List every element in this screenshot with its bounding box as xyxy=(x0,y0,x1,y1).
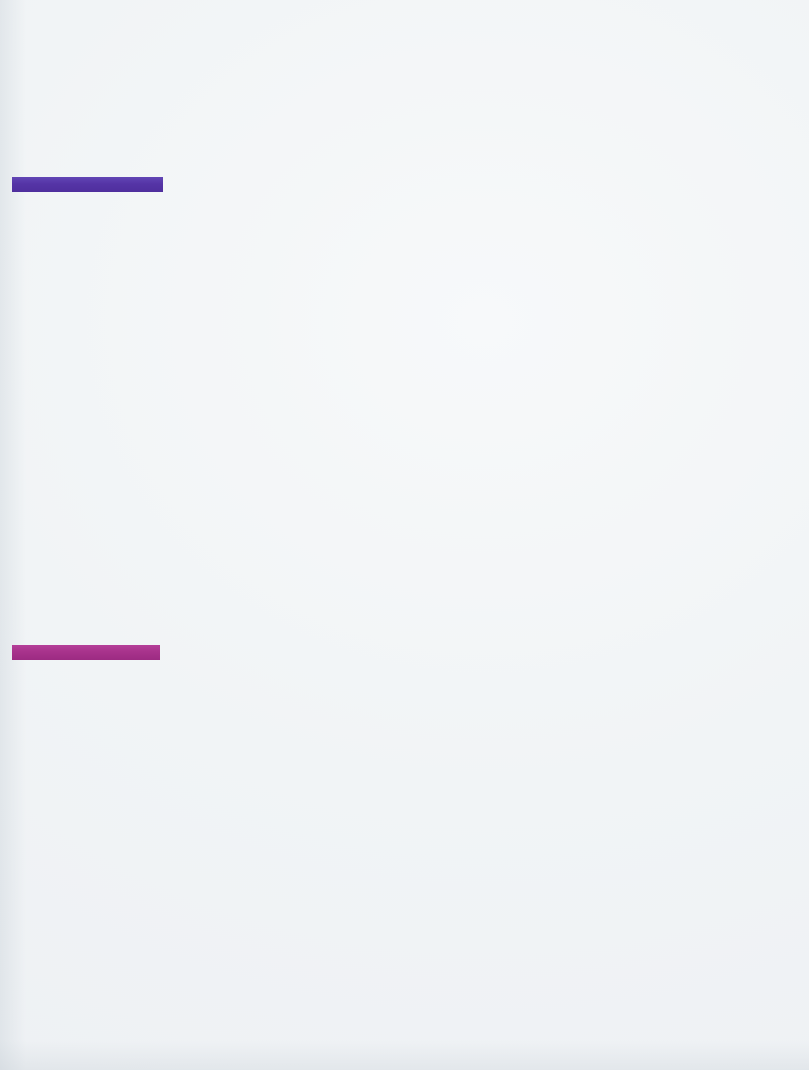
section-badge-topic-units xyxy=(12,177,163,192)
section-badge-communication-units xyxy=(12,645,160,660)
